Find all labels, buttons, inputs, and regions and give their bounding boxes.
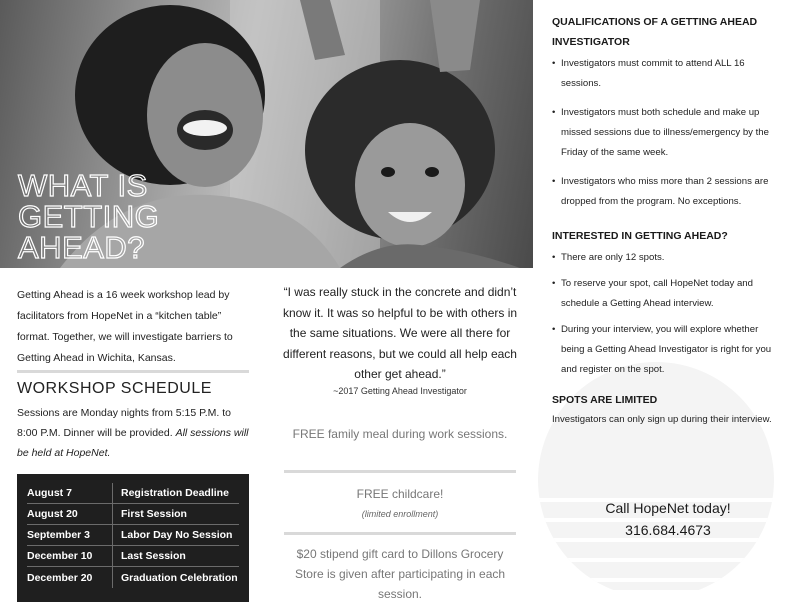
photo-title-line-1: WHAT IS <box>18 168 148 203</box>
workshop-text: Sessions are Monday nights from 5:15 P.M. to 8:00 P.M. Dinner will be provided. <box>17 407 231 439</box>
benefit-stipend: $20 stipend gift card to Dillons Grocery Store is given after participating in each session. <box>294 547 506 601</box>
benefit-childcare <box>284 484 516 524</box>
schedule-event: First Session <box>121 508 187 520</box>
photo-title-line-3: AHEAD? <box>18 230 146 265</box>
schedule-date: August 20 <box>27 504 113 524</box>
benefit-childcare-text: FREE childcare! <box>356 487 444 501</box>
schedule-row <box>27 525 239 546</box>
qualifications-title: QUALIFICATIONS OF A GETTING AHEAD INVESTIGATOR <box>552 16 758 48</box>
schedule-event: Labor Day No Session <box>121 529 233 541</box>
schedule-event: Registration Deadline <box>121 487 229 499</box>
workshop-schedule-text <box>17 403 249 463</box>
schedule-row <box>27 567 239 588</box>
list-item: • Investigators must both schedule and make up missed sessions due to illness/emergency by the Friday of the same week. <box>552 103 784 163</box>
testimonial-quote: “I was really stuck in the concrete and didn’t know it. It was so helpful to be with others in the same situations. We were all there for different reasons, but we could all help each other get ahead.” <box>282 285 518 381</box>
benefit-meal: FREE family meal during work sessions. <box>292 427 508 441</box>
spots-title: SPOTS ARE LIMITED <box>552 394 658 406</box>
interested-list <box>552 248 784 380</box>
qualifications-list <box>552 54 784 212</box>
schedule-date: December 20 <box>27 567 113 588</box>
left-divider <box>17 370 249 373</box>
schedule-row <box>27 504 239 525</box>
hero-photo <box>0 0 533 268</box>
middle-divider <box>284 532 516 535</box>
schedule-event: Last Session <box>121 550 186 562</box>
right-column <box>552 12 784 430</box>
middle-divider <box>284 470 516 473</box>
testimonial-attribution: ~2017 Getting Ahead Investigator <box>333 386 467 396</box>
schedule-row <box>27 546 239 567</box>
intro-section <box>17 285 249 369</box>
phone-number: 316.684.4673 <box>625 522 711 538</box>
schedule-date: December 10 <box>27 546 113 566</box>
list-item: • There are only 12 spots. <box>552 248 784 268</box>
call-text: Call HopeNet today! <box>605 500 731 516</box>
workshop-text-italic: All sessions will be held at HopeNet. <box>17 427 249 459</box>
photo-title <box>18 170 218 263</box>
list-item: • Investigators must commit to attend ALL 16 sessions. <box>552 54 784 94</box>
photo-title-line-2: GETTING <box>18 199 160 234</box>
list-item: • To reserve your spot, call HopeNet today and schedule a Getting Ahead interview. <box>552 274 784 314</box>
intro-text: Getting Ahead is a 16 week workshop lead by facilitators from HopeNet in a “kitchen table” format. Together, we will investigate barriers to Getting Ahead in Wichita, Kansas. <box>17 289 233 364</box>
schedule-date: September 3 <box>27 525 113 545</box>
schedule-table <box>17 474 249 602</box>
spots-text: Investigators can only sign up during their interview. <box>552 414 772 425</box>
list-item: • During your interview, you will explore whether being a Getting Ahead Investigator is right for you and register on the spot. <box>552 320 784 380</box>
schedule-event: Graduation Celebration <box>121 571 238 584</box>
schedule-row <box>27 483 239 504</box>
call-to-action <box>552 497 784 541</box>
schedule-date: August 7 <box>27 483 113 503</box>
benefit-childcare-note: (limited enrollment) <box>361 509 439 519</box>
interested-title: INTERESTED IN GETTING AHEAD? <box>552 230 728 242</box>
list-item: • Investigators who miss more than 2 sessions are dropped from the program. No exceptions. <box>552 172 784 212</box>
workshop-schedule-title: WORKSHOP SCHEDULE <box>17 380 212 397</box>
